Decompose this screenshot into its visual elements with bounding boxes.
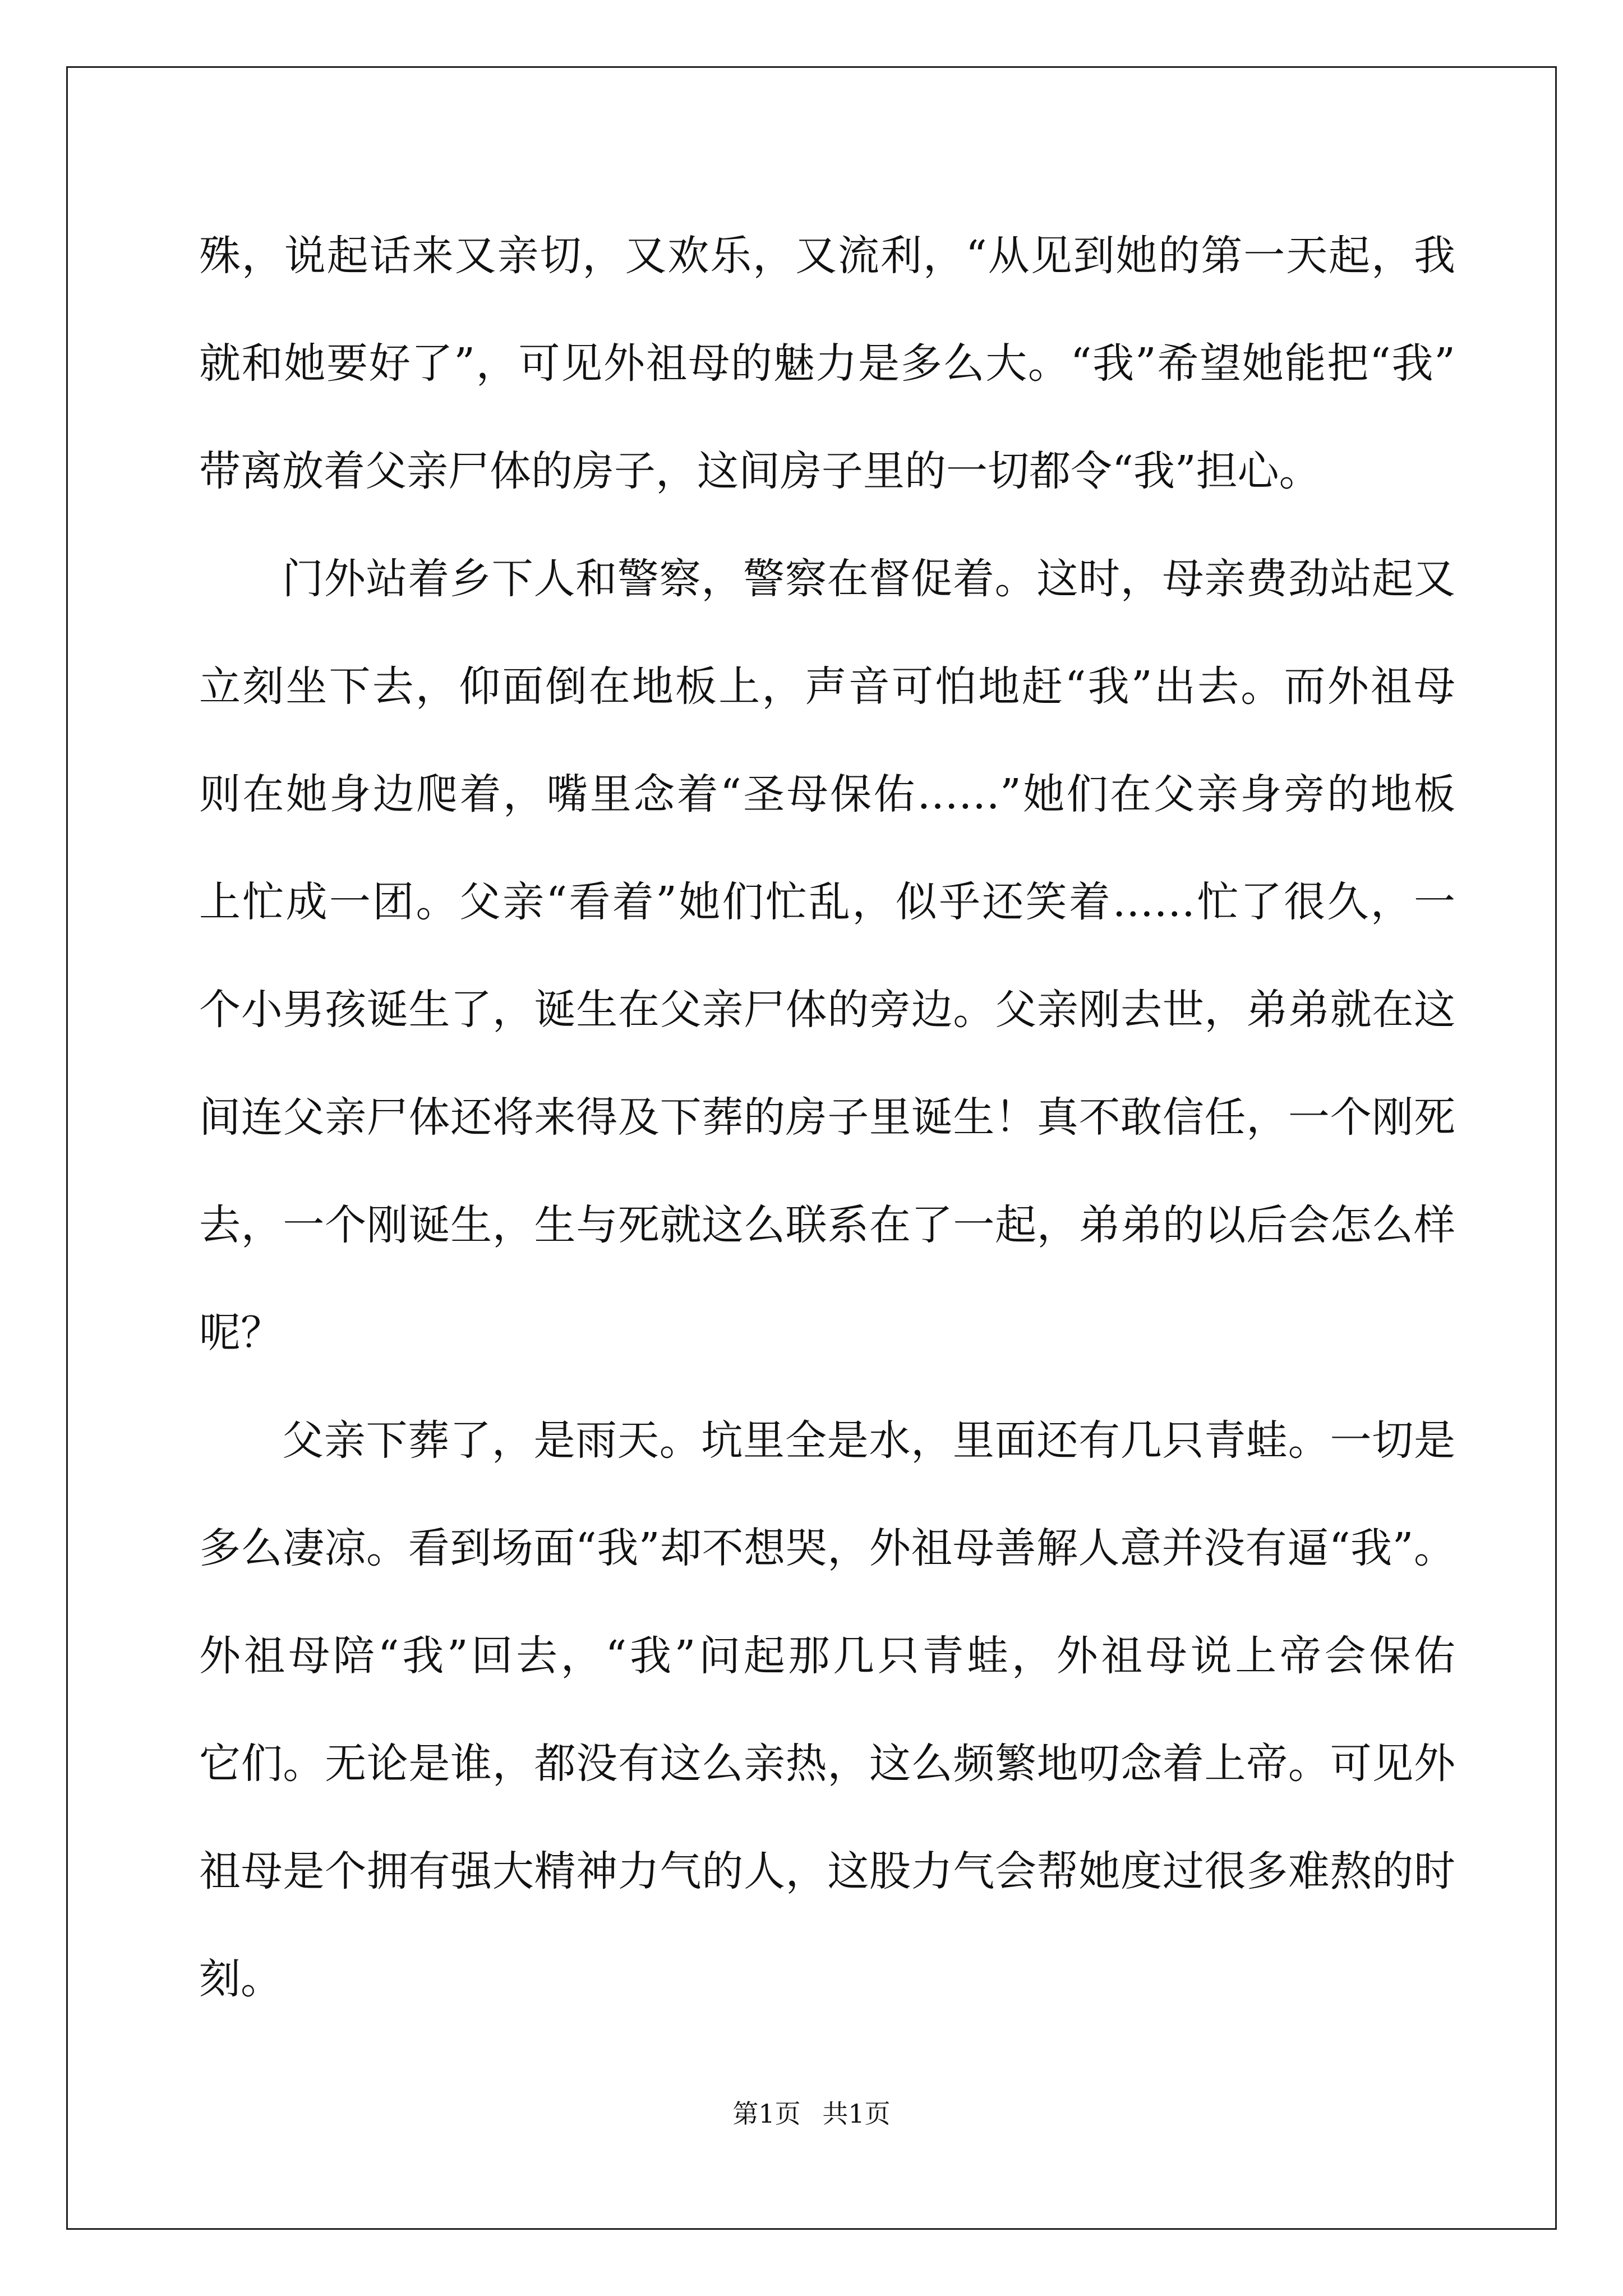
- text-line: 呢？: [199, 1309, 282, 1357]
- text-line: 去，一个刚诞生，生与死就这么联系在了一起，弟弟的以后会怎么样: [199, 1201, 1455, 1249]
- text-line: 个小男孩诞生了，诞生在父亲尸体的旁边。父亲刚去世，弟弟就在这: [199, 986, 1455, 1034]
- text-line: 带离放着父亲尸体的房子，这间房子里的一切都令“我”担心。: [199, 447, 1321, 495]
- text-line: 上忙成一团。父亲“看着”她们忙乱，似乎还笑着……忙了很久，一: [199, 878, 1455, 926]
- text-line: 就和她要好了”，可见外祖母的魅力是多么大。“我”希望她能把“我”: [199, 339, 1455, 388]
- page-total: 共1页: [822, 2099, 891, 2129]
- text-line: 立刻坐下去，仰面倒在地板上，声音可怕地赶“我”出去。而外祖母: [199, 662, 1455, 711]
- text-line: 多么凄凉。看到场面“我”却不想哭，外祖母善解人意并没有逼“我”。: [199, 1524, 1455, 1572]
- text-line: 它们。无论是谁，都没有这么亲热，这么频繁地叨念着上帝。可见外: [199, 1740, 1455, 1788]
- text-line: 外祖母陪“我”回去，“我”问起那几只青蛙，外祖母说上帝会保佑: [199, 1632, 1455, 1680]
- text-line: 刻。: [199, 1955, 282, 2003]
- text-line: 则在她身边爬着，嘴里念着“圣母保佑……”她们在父亲身旁的地板: [199, 770, 1455, 818]
- page-number: 第1页: [732, 2099, 801, 2129]
- body-text: [199, 202, 1455, 2033]
- text-line: 门外站着乡下人和警察，警察在督促着。这时，母亲费劲站起又: [282, 555, 1455, 603]
- text-line: 殊，说起话来又亲切，又欢乐，又流利，“从见到她的第一天起，我: [199, 232, 1455, 280]
- page-footer: [0, 2097, 1623, 2131]
- text-line: 祖母是个拥有强大精神力气的人，这股力气会帮她度过很多难熬的时: [199, 1847, 1455, 1895]
- text-line: 父亲下葬了，是雨天。坑里全是水，里面还有几只青蛙。一切是: [282, 1416, 1455, 1465]
- text-line: 间连父亲尸体还将来得及下葬的房子里诞生！真不敢信任，一个刚死: [199, 1093, 1455, 1142]
